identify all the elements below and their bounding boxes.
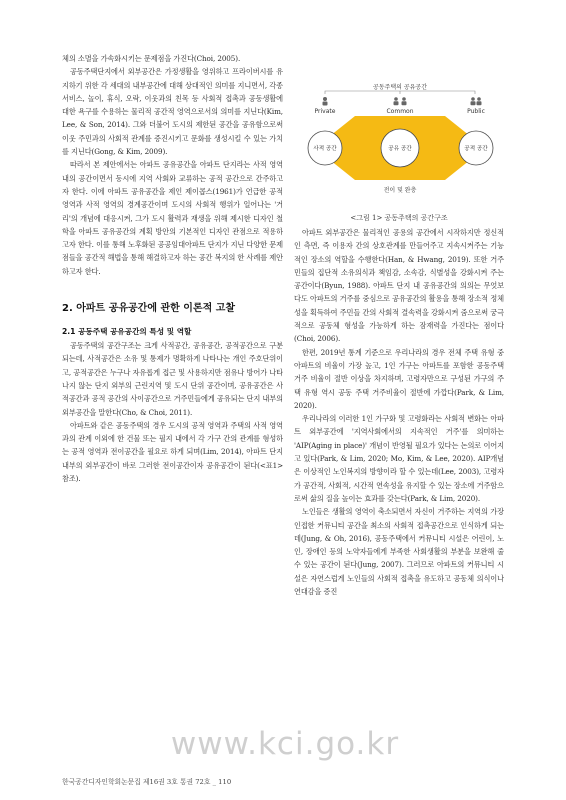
subsection-title: 2.1 공동주택 공유공간의 특성 및 역할 [62, 327, 192, 337]
watermark: www.kci.go.kr [170, 726, 400, 762]
paragraph: 우리나라의 이러한 1인 가구화 및 고령화라는 사회적 변화는 아파트 외부공간에 '지역사회에서의 지속적인 거주'를 의미하는 'AIP(Aging in place)' 개념이 반영될 필요가 있다는 논의로 이어지고 있다(Park, & Lim, 2020; Mo, Kim, & Lee, 2020). AIP개념은 이상적인 노인복지의 방향이라 할 수 있는데(Lee, 2003), 고령자가 공간적, 사회적, 시간적 연속성을 유지할 수 있는 장소에 거주함으로써 삶의 질을 높이는 효과를 갖는다(Park, & Lim, 2020). [294, 414, 504, 503]
right-column [294, 226, 504, 598]
paragraph: 공동주택의 공간구조는 크게 사적공간, 공유공간, 공적공간으로 구분되는데, 사적공간은 소유 및 통제가 명확하게 나타나는 개인 주호단위이고, 공적공간은 누구나 자유롭게 접근 및 사용하지만 점유나 방어가 나타나지 않는 단지 외부의 근린지역 및 도시 단위 공간이며, 공유공간은 사적공간과 공적 공간의 사이공간으로 거주민들에게 공유되는 단지 내부의 외부공간을 말한다(Cho, & Choi, 2011). [62, 341, 283, 417]
figure-caption: <그림 1> 공동주택의 공간구조 [350, 214, 448, 222]
people-icon [471, 97, 482, 105]
common-node-label: 공유 공간 [388, 146, 412, 152]
paragraph: 한편, 2019년 통계 기준으로 우리나라의 경우 전체 주택 유형 중 아파트의 비율이 가장 높고, 1인 가구는 아파트를 포함한 공동주택 거주 비율이 절반 이상을 차지하며, 고령자만으로 구성된 가구의 주택 유형 역시 공동 주택 거주비율이 절반에 가깝다(Park, & Lim, 2020). [294, 347, 504, 410]
diagram-top-label: 공동주택의 공유공간 [372, 84, 428, 91]
paragraph: 공동주택단지에서 외부공간은 가정생활을 영위하고 프라이버시를 유지하기 위한 각 세대의 내부공간에 대해 상대적인 의미를 지니면서, 각종 서비스, 놀이, 휴식, 오락, 이웃과의 친목 등 사회적 접촉과 공동생활에 대한 욕구를 수용하는 물리적 공간적 영역으로서의 의미를 지닌다(Kim, Lee, & Son, 2014). 그와 더불어 도시의 제한된 공간을 공유함으로써 이웃 주민과의 사회적 관계를 증진시키고 문화를 생성시킬 수 있는 가치를 지닌다(Gong, & Kim, 2009). [62, 67, 283, 157]
left-column [62, 52, 283, 485]
paragraph: 노인들은 생활의 영역이 축소되면서 자신이 거주하는 지역의 가장 인접한 커뮤니티 공간을 최소의 사회적 접촉공간으로 인식하게 되는데(Jung, & Oh, 2016), 공동주택에서 커뮤니티 시설은 어린이, 노인, 장애인 등의 노약자들에게 부족한 사회생활의 부분을 보완해 줄 수 있는 공간이 된다(Jung, 2007). 그러므로 아파트의 커뮤니티 시설은 자연스럽게 노인들의 사회적 접촉을 유도하고 공동체 의식이나 연대감을 증진 [294, 507, 504, 597]
transition-label: 전이 및 완충 [383, 187, 417, 194]
private-label: Private [314, 108, 336, 115]
public-label: Public [467, 108, 485, 115]
public-node-label: 공적 공간 [464, 146, 488, 152]
person-icon [323, 97, 328, 106]
page-footer: 한국공간디자인학회논문집 제16권 3호 통권 72호 _ 110 [62, 778, 232, 786]
private-node-label: 사적 공간 [313, 146, 337, 152]
paragraph: 체의 소멸을 가속화시키는 문제점을 가진다(Choi, 2005). [62, 54, 241, 63]
paragraph: 따라서 본 제안에서는 아파트 공유공간을 아파트 단지라는 사적 영역 내의 공간이면서 동시에 지역 사회와 교류하는 공적 공간으로 간주하고자 한다. 이에 아파트 공유공간을 제인 제이콥스(1961)가 언급한 공적 영역과 사적 영역의 경계공간이며 도시의 사회적 행위가 일어나는 '거리'의 개념에 대응시켜, 그가 도시 활력과 재생을 위해 제시한 디자인 철학을 아파트 공유공간의 계획 방안의 기본적인 디자인 관점으로 적용하고자 한다. 이를 통해 노후화된 공공임대아파트 단지가 지닌 다양한 문제점들을 공간적 해법을 통해 해결하고자 하는 공간 복지의 한 사례를 제안하고자 한다. [62, 160, 283, 276]
common-label: Common [386, 108, 414, 115]
section-title: 2. 아파트 공유공간에 관한 이론적 고찰 [62, 303, 236, 315]
paragraph: 아파트 외부공간은 물리적인 공용의 공간에서 시작하지만 정신적인 측면, 즉 이용자 간의 상호관계를 만들어주고 지속시켜주는 기능적인 장소의 역할을 수행한다(Han, & Hwang, 2019). 또한 거주민들의 집단적 소유의식과 책임감, 소속감, 식별성을 강화시켜 주는 공간이다(Byun, 1988). 아파트 단지 내 공유공간의 의의는 무엇보다도 아파트의 거주를 중심으로 공유공간의 활용을 통해 장소적 정체성을 획득하여 주민들 간의 사회적 결속력을 강화시켜 줌으로써 궁극적으로 공동체 형성을 가능하게 하는 잠재력을 가진다는 점이다(Choi, 2006). [294, 228, 504, 344]
space-structure-diagram [295, 80, 505, 210]
paragraph: 아파트와 같은 공동주택의 경우 도시의 공적 영역과 주택의 사적 영역과의 관계 이외에 한 건물 또는 필지 내에서 각 가구 간의 관계를 형성하는 공적 영역과 전이공간을 필요로 하게 되며(Lim, 2014), 아파트 단지 내부의 외부공간이 바로 그러한 전이공간이자 공유공간이 된다(<표1> 참조). [62, 420, 283, 484]
group-icon [394, 97, 407, 105]
